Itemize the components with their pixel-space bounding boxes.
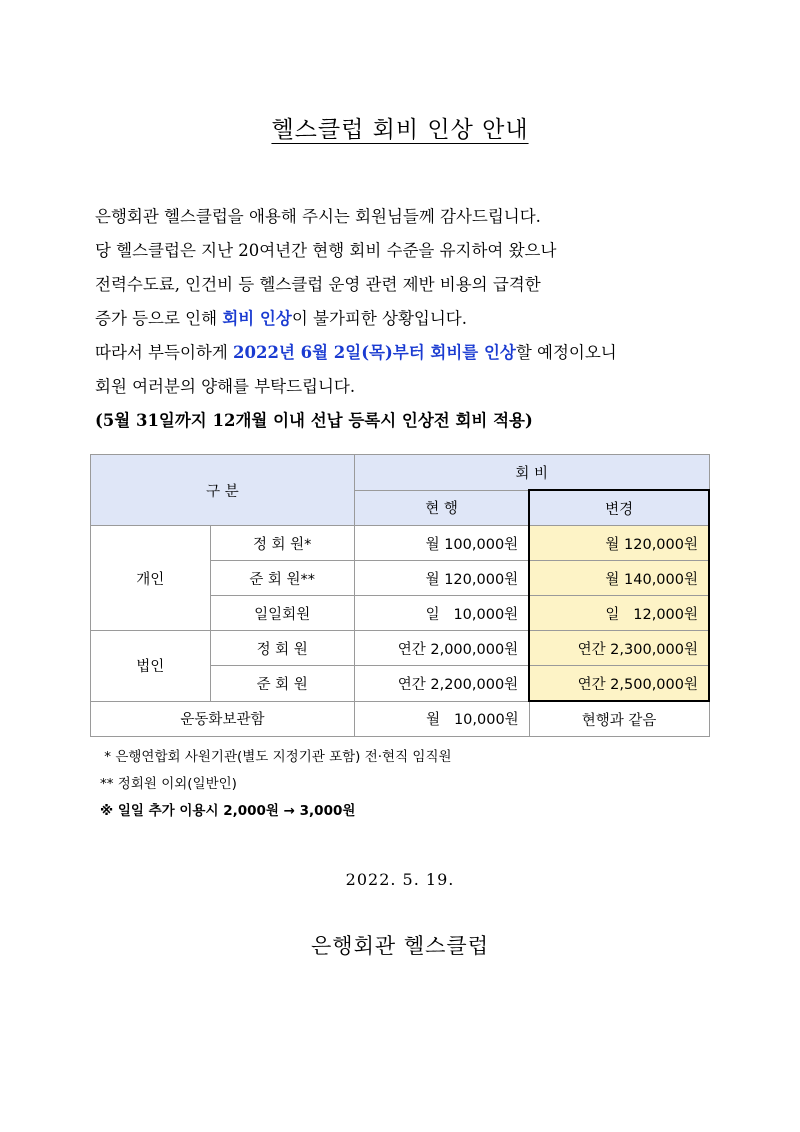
body-line-2: 당 헬스클럽은 지난 20여년간 현행 회비 수준을 유지하여 왔으나	[95, 241, 557, 260]
notice-date: 2022. 5. 19.	[345, 870, 455, 889]
changed-fee: 월 140,000원	[529, 561, 709, 596]
header-category: 구 분	[91, 455, 355, 526]
table-row	[91, 701, 710, 737]
body-line-5-post: 할 예정이오니	[515, 343, 617, 362]
header-current: 현 행	[354, 490, 529, 526]
group-individual: 개인	[91, 526, 211, 631]
prepay-notice: (5월 31일까지 12개월 이내 선납 등록시 인상전 회비 적용)	[95, 411, 533, 430]
current-fee: 연간 2,200,000원	[354, 666, 529, 702]
fee-table	[90, 454, 710, 737]
body-line-5	[95, 336, 755, 370]
page-title-wrap	[0, 111, 800, 144]
notice-body	[95, 200, 755, 438]
current-fee: 일 10,000원	[354, 596, 529, 631]
body-line-4-pre: 증가 등으로 인해	[95, 309, 223, 328]
footnotes	[100, 744, 452, 825]
changed-fee: 일 12,000원	[529, 596, 709, 631]
locker-label: 운동화보관함	[91, 701, 355, 737]
effective-date-highlight: 2022년 6월 2일(목)부터 회비를 인상	[233, 343, 516, 362]
fee-increase-highlight: 회비 인상	[222, 309, 292, 328]
footnote-3: ※ 일일 추가 이용시 2,000원 → 3,000원	[100, 803, 356, 819]
body-line-5-pre: 따라서 부득이하게	[95, 343, 234, 362]
changed-fee: 연간 2,300,000원	[529, 631, 709, 666]
table-row	[91, 631, 710, 666]
organization-name: 은행회관 헬스클럽	[311, 934, 489, 958]
current-fee: 연간 2,000,000원	[354, 631, 529, 666]
body-line-1: 은행회관 헬스클럽을 애용해 주시는 회원님들께 감사드립니다.	[95, 207, 541, 226]
header-changed: 변경	[529, 490, 709, 526]
body-line-3: 전력수도료, 인건비 등 헬스클럽 운영 관련 제반 비용의 급격한	[95, 275, 541, 294]
group-corporate: 법인	[91, 631, 211, 702]
page-title: 헬스클럽 회비 인상 안내	[271, 117, 529, 143]
table-row	[91, 526, 710, 561]
changed-fee: 연간 2,500,000원	[529, 666, 709, 702]
current-fee: 월 100,000원	[354, 526, 529, 561]
member-type: 정 회 원*	[210, 526, 354, 561]
body-line-4-post: 이 불가피한 상황입니다.	[291, 309, 467, 328]
locker-current-fee: 월 10,000원	[354, 701, 529, 737]
member-type: 일일회원	[210, 596, 354, 631]
locker-changed-fee: 현행과 같음	[529, 701, 709, 737]
member-type: 준 회 원**	[210, 561, 354, 596]
member-type: 정 회 원	[210, 631, 354, 666]
member-type: 준 회 원	[210, 666, 354, 702]
body-line-6: 회원 여러분의 양해를 부탁드립니다.	[95, 377, 356, 396]
header-fee: 회 비	[354, 455, 709, 491]
footnote-2: ** 정회원 이외(일반인)	[100, 776, 237, 792]
current-fee: 월 120,000원	[354, 561, 529, 596]
footnote-1: * 은행연합회 사원기관(별도 지정기관 포함) 전·현직 임직원	[100, 749, 452, 765]
changed-fee: 월 120,000원	[529, 526, 709, 561]
body-line-4	[95, 302, 755, 336]
